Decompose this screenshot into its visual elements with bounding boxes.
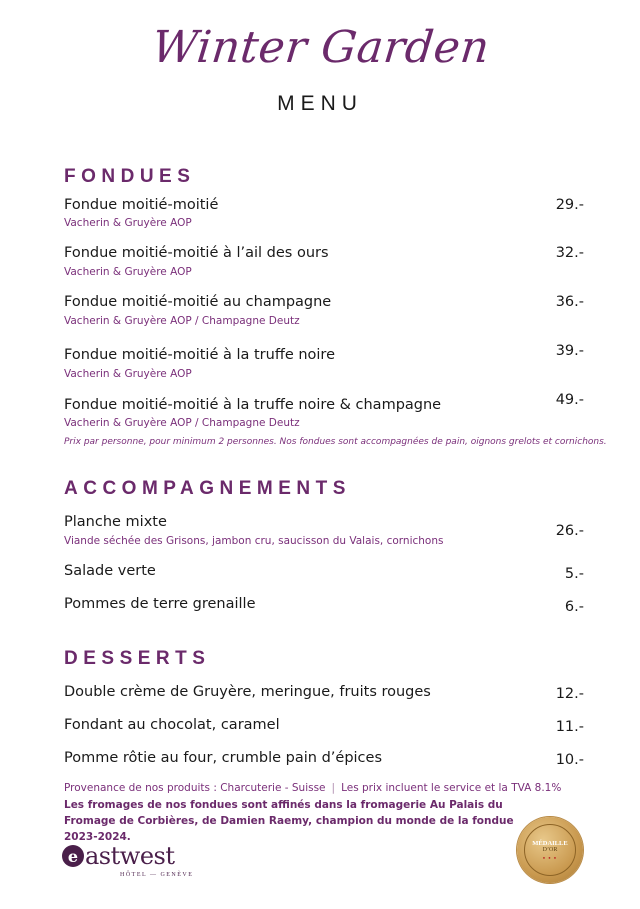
menu-item-name: Fondue moitié-moitié à la truffe noire & champagne xyxy=(64,397,442,413)
section-heading-fondues: FONDUES xyxy=(64,166,196,187)
menu-item-price: 36.- xyxy=(555,294,584,310)
medal-inner-ring xyxy=(524,824,576,876)
menu-item-price: 32.- xyxy=(555,245,584,261)
menu-item-desc: Vacherin & Gruyère AOP xyxy=(64,217,192,229)
provenance-text: Provenance de nos produits : Charcuterie - Suisse xyxy=(64,782,326,794)
medal-line1: MÉDAILLE xyxy=(532,840,568,847)
menu-item-name: Fondue moitié-moitié xyxy=(64,197,219,213)
menu-item-price: 11.- xyxy=(555,719,584,735)
menu-item-price: 49.- xyxy=(555,392,584,408)
menu-item-price: 39.- xyxy=(555,343,584,359)
medal-stars-icon: ● ● ● xyxy=(542,855,558,860)
menu-item-name: Fondant au chocolat, caramel xyxy=(64,717,280,733)
menu-subtitle: MENU xyxy=(277,92,363,115)
menu-item-price: 29.- xyxy=(555,197,584,213)
menu-item-name: Fondue moitié-moitié au champagne xyxy=(64,294,332,310)
menu-item-price: 5.- xyxy=(564,566,584,582)
footer-separator: | xyxy=(331,782,336,794)
menu-item-desc: Vacherin & Gruyère AOP / Champagne Deutz xyxy=(64,417,300,429)
menu-item-price: 6.- xyxy=(564,599,584,615)
menu-item-price: 10.- xyxy=(555,752,584,768)
logo-text: astwest xyxy=(85,842,175,870)
menu-item-name: Pommes de terre grenaille xyxy=(64,596,256,612)
menu-item-name: Double crème de Gruyère, meringue, fruits rouges xyxy=(64,684,431,700)
menu-item-name: Pomme rôtie au four, crumble pain d’épices xyxy=(64,750,383,766)
footer-provenance-line xyxy=(64,782,561,794)
brand-title: Winter Garden xyxy=(149,22,492,73)
menu-item-desc: Vacherin & Gruyère AOP xyxy=(64,368,192,380)
tva-text: Les prix incluent le service et la TVA 8.1% xyxy=(341,782,562,794)
menu-item-name: Salade verte xyxy=(64,563,156,579)
menu-item-price: 26.- xyxy=(555,523,584,539)
menu-item-desc: Viande séchée des Grisons, jambon cru, saucisson du Valais, cornichons xyxy=(64,535,444,547)
menu-item-desc: Vacherin & Gruyère AOP xyxy=(64,266,192,278)
logo-mark-icon: e xyxy=(62,845,84,867)
medal-line2: D’OR xyxy=(542,847,558,853)
fondue-note: Prix par personne, pour minimum 2 personnes. Nos fondues sont accompagnées de pain, oignons grelots et cornichons. xyxy=(64,437,607,447)
menu-item-price: 12.- xyxy=(555,686,584,702)
menu-item-name: Planche mixte xyxy=(64,514,167,530)
menu-item-name: Fondue moitié-moitié à l’ail des ours xyxy=(64,245,329,261)
logo-subtitle: HÔTEL — GENÈVE xyxy=(120,872,194,878)
section-heading-desserts: DESSERTS xyxy=(64,648,211,669)
section-heading-accompagnements: ACCOMPAGNEMENTS xyxy=(64,478,351,499)
fromage-note: Les fromages de nos fondues sont affinés dans la fromagerie Au Palais du Fromage de Corbières, de Damien Raemy, champion du monde de la fondue 2023-2024. xyxy=(64,799,514,843)
gold-medal-badge xyxy=(517,817,583,883)
menu-item-name: Fondue moitié-moitié à la truffe noire xyxy=(64,347,335,363)
menu-item-desc: Vacherin & Gruyère AOP / Champagne Deutz xyxy=(64,315,300,327)
eastwest-logo xyxy=(62,842,174,870)
